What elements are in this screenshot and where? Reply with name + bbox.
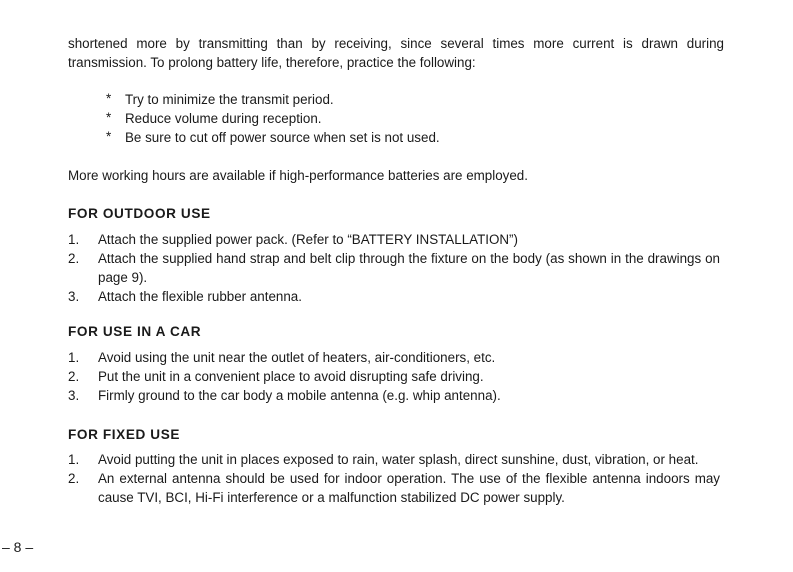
section-heading-fixed: FOR FIXED USE bbox=[68, 427, 181, 442]
list-item bbox=[68, 450, 720, 469]
step-text: Attach the supplied power pack. (Refer to “BATTERY INSTALLATION”) bbox=[98, 232, 518, 247]
step-number: 3. bbox=[68, 289, 80, 304]
step-number: 1. bbox=[68, 350, 80, 365]
step-text: Avoid using the unit near the outlet of heaters, air-conditioners, etc. bbox=[98, 350, 496, 365]
bullet-marker: * bbox=[106, 129, 112, 144]
bullet-marker: * bbox=[106, 91, 112, 106]
section-heading-car: FOR USE IN A CAR bbox=[68, 324, 202, 339]
step-number: 2. bbox=[68, 251, 80, 266]
list-item bbox=[68, 367, 720, 386]
bullet-text: Reduce volume during reception. bbox=[125, 111, 322, 126]
list-item bbox=[106, 109, 440, 128]
list-item bbox=[68, 287, 720, 306]
section-heading-outdoor: FOR OUTDOOR USE bbox=[68, 206, 211, 221]
list-item bbox=[106, 90, 440, 109]
list-item bbox=[68, 469, 720, 507]
step-text: An external antenna should be used for indoor operation. The use of the flexible antenna indoors may cause TVI, BCI, Hi-Fi interference or a malfunction stabilized DC power supply. bbox=[98, 471, 720, 505]
step-text: Attach the flexible rubber antenna. bbox=[98, 289, 302, 304]
outdoor-steps-list bbox=[68, 230, 720, 306]
fixed-steps-list bbox=[68, 450, 720, 507]
bullet-text: Be sure to cut off power source when set is not used. bbox=[125, 130, 440, 145]
list-item bbox=[68, 249, 720, 287]
step-number: 3. bbox=[68, 388, 80, 403]
battery-tips-list bbox=[106, 90, 440, 147]
step-text: Avoid putting the unit in places exposed to rain, water splash, direct sunshine, dust, vibration, or heat. bbox=[98, 452, 699, 467]
step-text: Firmly ground to the car body a mobile antenna (e.g. whip antenna). bbox=[98, 388, 501, 403]
list-item bbox=[68, 386, 720, 405]
intro-paragraph: shortened more by transmitting than by receiving, since several times more current is drawn during transmission. To prolong battery life, therefore, practice the following: bbox=[68, 36, 724, 70]
bullet-marker: * bbox=[106, 110, 112, 125]
list-item bbox=[68, 348, 720, 367]
bullet-text: Try to minimize the transmit period. bbox=[125, 92, 334, 107]
step-number: 1. bbox=[68, 232, 80, 247]
step-number: 1. bbox=[68, 452, 80, 467]
step-text: Attach the supplied hand strap and belt clip through the fixture on the body (as shown in the drawings on page 9). bbox=[98, 251, 720, 285]
list-item bbox=[106, 128, 440, 147]
more-hours-paragraph: More working hours are available if high-performance batteries are employed. bbox=[68, 168, 528, 183]
step-number: 2. bbox=[68, 369, 80, 384]
page-number: – 8 – bbox=[2, 539, 34, 555]
step-text: Put the unit in a convenient place to avoid disrupting safe driving. bbox=[98, 369, 484, 384]
car-steps-list bbox=[68, 348, 720, 405]
step-number: 2. bbox=[68, 471, 80, 486]
list-item bbox=[68, 230, 720, 249]
